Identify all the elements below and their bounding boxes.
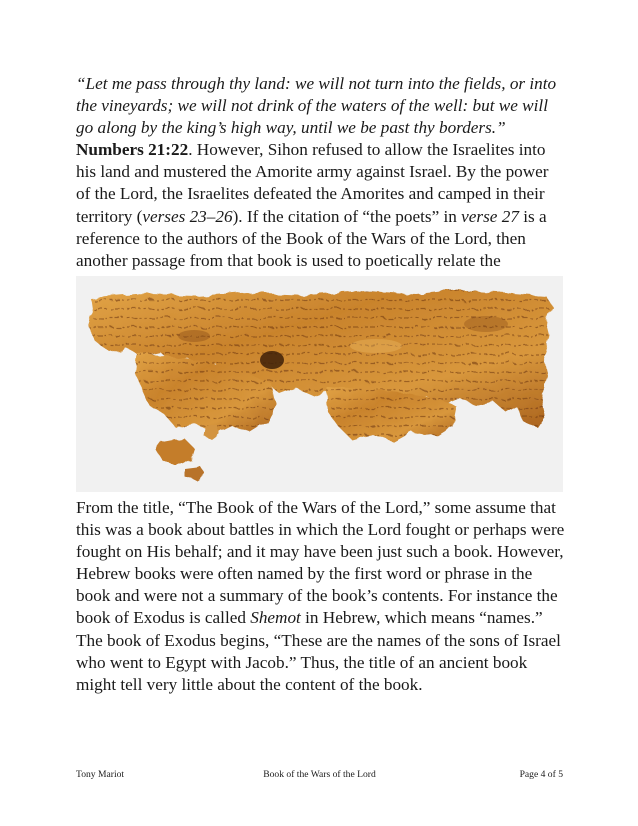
scroll-fragment-photo [76, 276, 563, 492]
scroll-fragment-illustration [76, 276, 563, 492]
paragraph-text: From the title, “The Book of the Wars of the Lord,” some assume that this was a book about battles in which the Lord fought or perhaps were fought on His behalf; and it may have been just such a book. However, Hebrew books were often named by the first word or phrase in the book and were not a summary of the book’s contents. For instance the book of Exodus is called [76, 498, 565, 628]
hebrew-term: Shemot [250, 608, 301, 628]
scripture-reference: Numbers 21:22 [76, 140, 189, 160]
paragraph-text: in Hebrew, which means “names.” The book of Exodus begins, “These are the names of the sons of Israel who went to Egypt with Jacob.” Thus, the title of an ancient book might tell very little about the content of the book. [76, 608, 561, 694]
paragraph-numbers-quote [76, 73, 566, 294]
verse-reference: verses 23–26 [142, 206, 233, 226]
page-footer [76, 768, 563, 782]
paragraph-text: is a reference to the authors of the Book of the Wars of the Lord, then another passage from that book is used to poetically relate the [76, 206, 547, 270]
footer-page-number: Page 4 of 5 [519, 769, 563, 780]
paragraph-book-title [76, 497, 566, 696]
paragraph-text: ). If the citation of “the poets” in [232, 206, 462, 226]
scripture-quote: “Let me pass through thy land: we will not turn into the fields, or into the vineyards; we will not drink of the waters of the well: but we will go along by the king’s high way, until we be past thy borders.” [76, 74, 557, 138]
footer-author: Tony Mariot [76, 769, 125, 780]
paragraph-text: . However, Sihon refused to allow the Israelites into his land and mustered the Amorite army against Israel. By the power of the Lord, the Israelites defeated the Amorites and camped in their territory ( [76, 140, 549, 226]
footer-title: Book of the Wars of the Lord [263, 769, 376, 780]
verse-reference: verse 27 [461, 206, 519, 226]
